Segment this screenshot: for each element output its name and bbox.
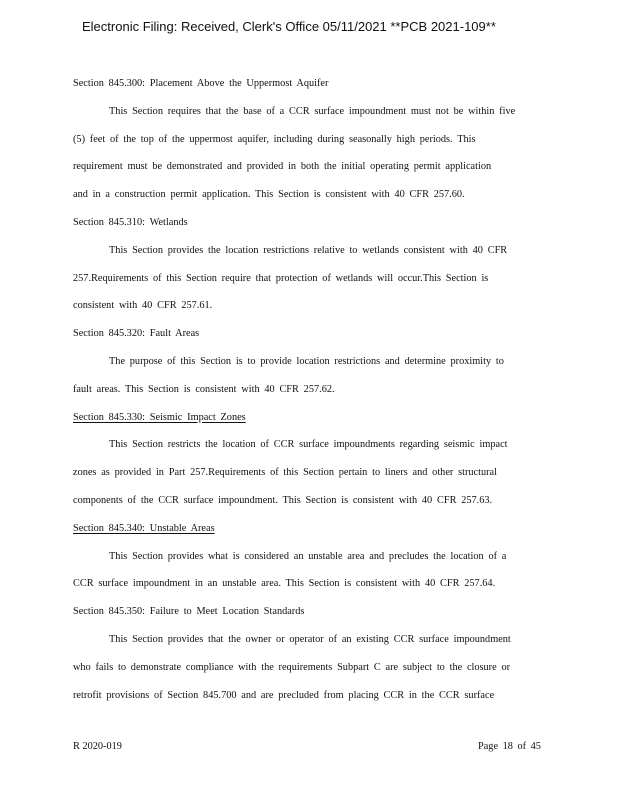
section-heading-underlined: Section 845.340: Unstable Areas — [73, 522, 215, 534]
body-line: This Section restricts the location of CCR surface impoundments regarding seismic impact — [109, 439, 508, 451]
section-heading: Section 845.350: Failure to Meet Location Standards — [73, 606, 305, 618]
section-heading: Section 845.300: Placement Above the Uppermost Aquifer — [73, 78, 329, 89]
body-line: This Section provides what is considered an unstable area and precludes the location of a — [109, 550, 507, 562]
section-heading: Section 845.310: Wetlands — [73, 216, 188, 228]
electronic-filing-stamp: Electronic Filing: Received, Clerk's Office 05/11/2021 **PCB 2021-109** — [82, 19, 496, 34]
body-line: consistent with 40 CFR 257.61. — [73, 300, 213, 312]
body-line: (5) feet of the top of the uppermost aquifer, including during seasonally high periods. This — [73, 133, 476, 145]
document-body — [73, 70, 545, 709]
docket-number: R 2020-019 — [73, 741, 122, 752]
body-line: who fails to demonstrate compliance with the requirements Subpart C are subject to the closure or — [73, 661, 511, 673]
page-number: Page 18 of 45 — [478, 741, 541, 752]
body-line: zones as provided in Part 257.Requirements of this Section pertain to liners and other structural — [73, 467, 497, 479]
body-line: requirement must be demonstrated and provided in both the initial operating permit application — [73, 161, 492, 173]
body-line: This Section requires that the base of a CCR surface impoundment must not be within five — [109, 105, 516, 117]
body-line: 257.Requirements of this Section require that protection of wetlands will occur.This Section is — [73, 272, 489, 284]
section-heading-underlined: Section 845.330: Seismic Impact Zones — [73, 411, 246, 423]
body-line: This Section provides that the owner or operator of an existing CCR surface impoundment — [109, 633, 511, 645]
body-line: This Section provides the location restrictions relative to wetlands consistent with 40 CFR — [109, 244, 508, 256]
body-line: fault areas. This Section is consistent with 40 CFR 257.62. — [73, 383, 335, 395]
body-line: CCR surface impoundment in an unstable area. This Section is consistent with 40 CFR 257.64. — [73, 578, 496, 590]
body-line: The purpose of this Section is to provide location restrictions and determine proximity to — [109, 355, 504, 367]
body-line: components of the CCR surface impoundment. This Section is consistent with 40 CFR 257.63. — [73, 494, 493, 506]
body-line: and in a construction permit application. This Section is consistent with 40 CFR 257.60. — [73, 189, 465, 201]
section-heading: Section 845.320: Fault Areas — [73, 328, 200, 340]
body-line: retrofit provisions of Section 845.700 and are precluded from placing CCR in the CCR surface — [73, 689, 495, 701]
